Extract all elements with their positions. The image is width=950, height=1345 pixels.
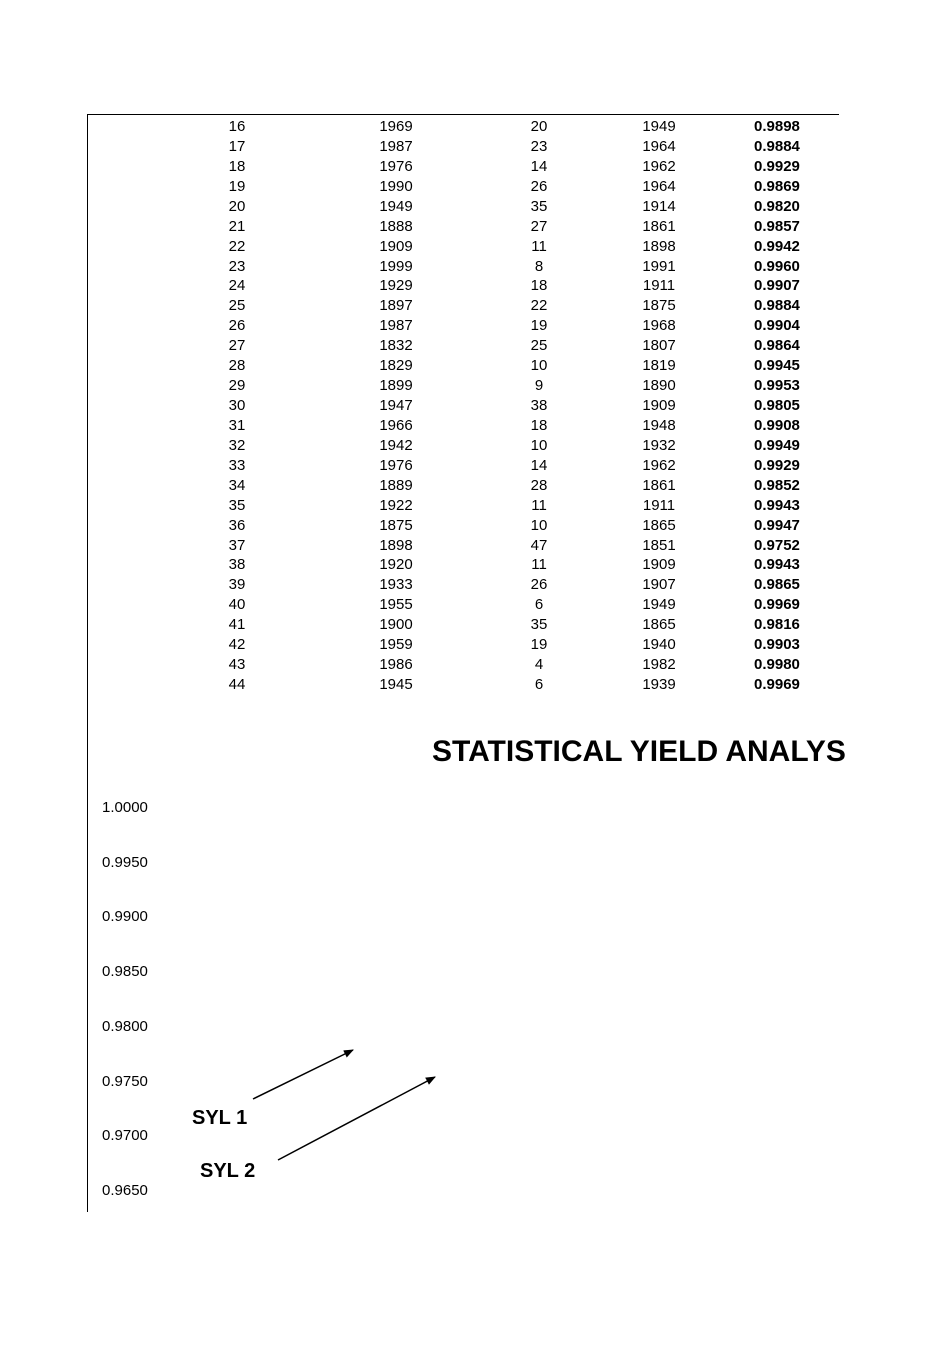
table-row (0, 157, 950, 177)
table-cell: 23 (530, 137, 548, 155)
table-cell: 1929 (379, 277, 413, 295)
table-row (0, 456, 950, 476)
table-cell: 1832 (379, 337, 413, 355)
table-cell: 33 (228, 456, 246, 474)
table-cell: 47 (530, 536, 548, 554)
table-cell: 1889 (379, 476, 413, 494)
series-label-syl1: SYL 1 (192, 1107, 248, 1129)
table-cell: 39 (228, 576, 246, 594)
table-cell: 1947 (379, 397, 413, 415)
table-cell: 1851 (642, 536, 676, 554)
table-cell: 0.9820 (754, 197, 800, 215)
table-cell: 32 (228, 436, 246, 454)
table-cell: 34 (228, 476, 246, 494)
table-cell: 27 (530, 217, 548, 235)
table-cell: 6 (534, 676, 544, 694)
table-cell: 1922 (379, 496, 413, 514)
table-cell: 19 (530, 636, 548, 654)
table-cell: 14 (530, 157, 548, 175)
y-tick-label: 0.9950 (102, 853, 148, 871)
table-cell: 1969 (379, 118, 413, 135)
table-cell: 1900 (379, 616, 413, 634)
table-cell: 1829 (379, 357, 413, 375)
table-cell: 1911 (642, 496, 676, 514)
series-label-syl2: SYL 2 (200, 1160, 256, 1182)
table-cell: 1875 (379, 516, 413, 534)
table-cell: 0.9947 (754, 516, 800, 534)
table-cell: 23 (228, 257, 246, 275)
table-row (0, 615, 950, 635)
table-cell: 14 (530, 456, 548, 474)
table-row (0, 237, 950, 257)
table-cell: 0.9907 (754, 277, 800, 295)
table-cell: 0.9898 (754, 118, 800, 135)
table-cell: 1959 (379, 636, 413, 654)
table-row (0, 117, 950, 137)
table-cell: 1962 (642, 456, 676, 474)
table-cell: 0.9752 (754, 536, 800, 554)
table-cell: 1949 (379, 197, 413, 215)
table-cell: 1945 (379, 676, 413, 694)
table-cell: 40 (228, 596, 246, 614)
table-cell: 0.9953 (754, 377, 800, 395)
table-cell: 0.9903 (754, 636, 800, 654)
table-cell: 1899 (379, 377, 413, 395)
table-cell: 0.9942 (754, 237, 800, 255)
table-cell: 1920 (379, 556, 413, 574)
table-cell: 1909 (642, 397, 676, 415)
table-cell: 41 (228, 616, 246, 634)
table-cell: 0.9884 (754, 137, 800, 155)
table-cell: 0.9949 (754, 436, 800, 454)
table-cell: 16 (228, 118, 246, 135)
table-cell: 1964 (642, 177, 676, 195)
table-row (0, 436, 950, 456)
chart-title: STATISTICAL YIELD ANALYS (432, 735, 846, 768)
table-cell: 18 (530, 277, 548, 295)
table-cell: 1909 (379, 237, 413, 255)
table-cell: 24 (228, 277, 246, 295)
table-cell: 1861 (642, 476, 676, 494)
table-cell: 0.9865 (754, 576, 800, 594)
table-cell: 42 (228, 636, 246, 654)
table-cell: 0.9908 (754, 416, 800, 434)
table-row (0, 635, 950, 655)
table-cell: 1987 (379, 317, 413, 335)
table-cell: 1990 (379, 177, 413, 195)
table-cell: 22 (228, 237, 246, 255)
table-cell: 1940 (642, 636, 676, 654)
table-row (0, 356, 950, 376)
table-cell: 28 (228, 357, 246, 375)
table-cell: 1991 (642, 257, 676, 275)
table-cell: 43 (228, 656, 246, 674)
table-row (0, 336, 950, 356)
table-cell: 1914 (642, 197, 676, 215)
table-row (0, 595, 950, 615)
table-cell: 0.9904 (754, 317, 800, 335)
table-cell: 19 (530, 317, 548, 335)
table-top-border (87, 114, 839, 115)
table-cell: 17 (228, 137, 246, 155)
table-cell: 35 (228, 496, 246, 514)
table-cell: 1819 (642, 357, 676, 375)
y-tick-label: 0.9850 (102, 963, 148, 981)
table-cell: 1986 (379, 656, 413, 674)
table-cell: 10 (530, 357, 548, 375)
table-cell: 1865 (642, 616, 676, 634)
table-row (0, 276, 950, 296)
table-cell: 0.9969 (754, 596, 800, 614)
table-cell: 9 (534, 377, 544, 395)
table-cell: 21 (228, 217, 246, 235)
table-cell: 25 (530, 337, 548, 355)
table-cell: 25 (228, 297, 246, 315)
table-row (0, 296, 950, 316)
table-row (0, 316, 950, 336)
table-row (0, 476, 950, 496)
table-cell: 1966 (379, 416, 413, 434)
table-cell: 0.9857 (754, 217, 800, 235)
table-cell: 1968 (642, 317, 676, 335)
table-cell: 1897 (379, 297, 413, 315)
table-cell: 1999 (379, 257, 413, 275)
y-tick-label: 0.9700 (102, 1127, 148, 1145)
table-cell: 0.9969 (754, 676, 800, 694)
table-cell: 0.9929 (754, 456, 800, 474)
table-cell: 38 (228, 556, 246, 574)
table-cell: 28 (530, 476, 548, 494)
table-row (0, 396, 950, 416)
table-cell: 0.9943 (754, 556, 800, 574)
arrow-syl2 (278, 1077, 435, 1160)
table-row (0, 257, 950, 277)
table-row (0, 555, 950, 575)
y-tick-label: 0.9800 (102, 1017, 148, 1035)
table-cell: 1955 (379, 596, 413, 614)
table-cell: 26 (530, 576, 548, 594)
table-cell: 26 (228, 317, 246, 335)
table-cell: 22 (530, 297, 548, 315)
table-cell: 0.9864 (754, 337, 800, 355)
table-cell: 1890 (642, 377, 676, 395)
table-row (0, 177, 950, 197)
table-cell: 31 (228, 416, 246, 434)
table-cell: 1976 (379, 157, 413, 175)
table-cell: 1982 (642, 656, 676, 674)
table-cell: 10 (530, 436, 548, 454)
table-cell: 1976 (379, 456, 413, 474)
arrow-syl1 (253, 1050, 353, 1099)
table-cell: 1962 (642, 157, 676, 175)
table-row (0, 137, 950, 157)
table-cell: 1909 (642, 556, 676, 574)
table-cell: 0.9943 (754, 496, 800, 514)
table-cell: 1865 (642, 516, 676, 534)
table-cell: 19 (228, 177, 246, 195)
table-cell: 11 (531, 556, 547, 574)
table-row (0, 655, 950, 675)
table-cell: 36 (228, 516, 246, 534)
table-cell: 1942 (379, 436, 413, 454)
table-cell: 30 (228, 397, 246, 415)
table-cell: 0.9852 (754, 476, 800, 494)
table-cell: 1898 (642, 237, 676, 255)
table-cell: 10 (530, 516, 548, 534)
table-cell: 29 (228, 377, 246, 395)
table-cell: 1907 (642, 576, 676, 594)
table-row (0, 575, 950, 595)
table-cell: 1939 (642, 676, 676, 694)
table-cell: 35 (530, 197, 548, 215)
table-cell: 1807 (642, 337, 676, 355)
table-cell: 0.9869 (754, 177, 800, 195)
table-cell: 1949 (642, 596, 676, 614)
table-cell: 4 (534, 656, 544, 674)
table-cell: 1933 (379, 576, 413, 594)
table-cell: 1964 (642, 137, 676, 155)
table-cell: 37 (228, 536, 246, 554)
table-cell: 1932 (642, 436, 676, 454)
table-cell: 1898 (379, 536, 413, 554)
table-row (0, 416, 950, 436)
table-row (0, 217, 950, 237)
table-cell: 0.9816 (754, 616, 800, 634)
table-cell: 1911 (642, 277, 676, 295)
table-cell: 18 (228, 157, 246, 175)
table-cell: 8 (534, 257, 544, 275)
table-cell: 1888 (379, 217, 413, 235)
table-row (0, 496, 950, 516)
table-row (0, 197, 950, 217)
table-cell: 0.9929 (754, 157, 800, 175)
table-cell: 20 (530, 118, 548, 135)
table-cell: 0.9884 (754, 297, 800, 315)
table-cell: 6 (534, 596, 544, 614)
table-cell: 1875 (642, 297, 676, 315)
table-cell: 38 (530, 397, 548, 415)
table-cell: 1948 (642, 416, 676, 434)
table-row (0, 516, 950, 536)
table-cell: 27 (228, 337, 246, 355)
table-cell: 0.9805 (754, 397, 800, 415)
table-cell: 1987 (379, 137, 413, 155)
table-row (0, 536, 950, 556)
table-cell: 0.9945 (754, 357, 800, 375)
table-cell: 35 (530, 616, 548, 634)
table-cell: 1861 (642, 217, 676, 235)
table-row (0, 376, 950, 396)
table-cell: 44 (228, 676, 246, 694)
table-cell: 26 (530, 177, 548, 195)
y-tick-label: 0.9750 (102, 1072, 148, 1090)
y-tick-label: 1.0000 (102, 799, 148, 816)
table-cell: 0.9960 (754, 257, 800, 275)
y-tick-label: 0.9650 (102, 1181, 148, 1199)
table-row (0, 675, 950, 695)
table-cell: 11 (531, 237, 547, 255)
table-cell: 20 (228, 197, 246, 215)
y-tick-label: 0.9900 (102, 908, 148, 926)
table-cell: 1949 (642, 118, 676, 135)
table-cell: 18 (530, 416, 548, 434)
table-cell: 11 (531, 496, 547, 514)
table-cell: 0.9980 (754, 656, 800, 674)
